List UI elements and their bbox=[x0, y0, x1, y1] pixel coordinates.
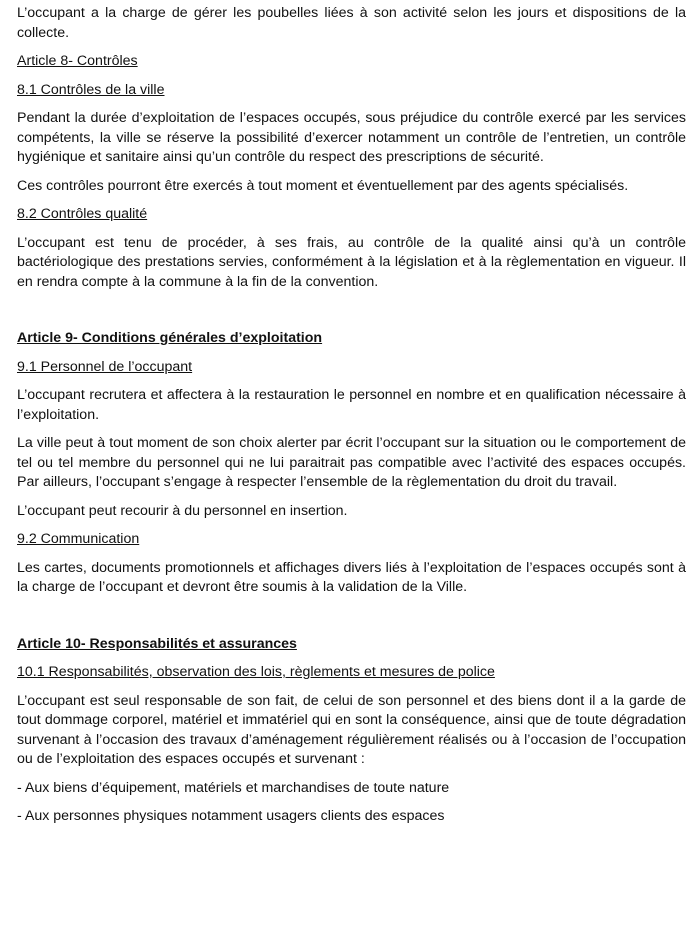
section-9-2-heading: 9.2 Communication bbox=[17, 531, 140, 547]
article-9-heading: Article 9- Conditions générales d’exploitation bbox=[17, 330, 323, 346]
paragraph-waste: L’occupant a la charge de gérer les poubelles liées à son activité selon les jours et dispositions de la collecte. bbox=[17, 5, 686, 41]
paragraph-staff-recruitment: L’occupant recrutera et affectera à la restauration le personnel en nombre et en qualification nécessaire à l’exploitation. bbox=[17, 387, 686, 423]
paragraph-communication: Les cartes, documents promotionnels et affichages divers liés à l’exploitation de l’espaces occupés sont à la charge de l’occupant et devront être soumis à la validation de la Ville. bbox=[17, 559, 686, 595]
article-10-heading: Article 10- Responsabilités et assurances bbox=[17, 635, 297, 652]
paragraph-controls-city: Pendant la durée d’exploitation de l’espaces occupés, sous préjudice du contrôle exercé par les services compétents, la ville se réserve la possibilité d’exercer notamment un contrôle de l’entretien, un contrôle hygiénique et sanitaire ainsi qu’un contrôle du respect des prescriptions de sécurité. bbox=[17, 110, 686, 165]
paragraph-responsibility: L’occupant est seul responsable de son fait, de celui de son personnel et des biens dont il a la garde de tout dommage corporel, matériel et immatériel qui en sont la conséquence, ainsi que de toute dégradation survenant à l’occasion des travaux d’aménagement régulièrement réalisés ou à l’occasion de l’occupation ou de l’exploitation des espaces occupés et survenant : bbox=[17, 692, 686, 767]
section-8-2-heading: 8.2 Contrôles qualité bbox=[17, 206, 148, 222]
paragraph-staff-alert: La ville peut à tout moment de son choix alerter par écrit l’occupant sur la situation ou le comportement de tel ou tel membre du personnel qui ne lui paraitrait pas compatible avec l’activité des espaces occupés. Par ailleurs, l’occupant s’engage à respecter l’ensemble de la règlementation du droit du travail. bbox=[17, 435, 686, 490]
section-8-1-heading: 8.1 Contrôles de la ville bbox=[17, 81, 165, 98]
article-8-heading: Article 8- Contrôles bbox=[17, 53, 138, 69]
paragraph-controls-agents: Ces contrôles pourront être exercés à tout moment et éventuellement par des agents spécialisés. bbox=[17, 177, 629, 194]
section-9-1-heading: 9.1 Personnel de l’occupant bbox=[17, 358, 193, 375]
paragraph-staff-insertion: L’occupant peut recourir à du personnel en insertion. bbox=[17, 502, 348, 519]
list-item: - Aux personnes physiques notamment usagers clients des espaces bbox=[17, 808, 445, 824]
list-item: - Aux biens d’équipement, matériels et marchandises de toute nature bbox=[17, 779, 450, 796]
section-10-1-heading: 10.1 Responsabilités, observation des lois, règlements et mesures de police bbox=[17, 664, 495, 680]
paragraph-quality-control: L’occupant est tenu de procéder, à ses frais, au contrôle de la qualité ainsi qu’à un contrôle bactériologique des prestations servies, conformément à la législation et à la règlementation en vigueur. Il en rendra compte à la commune à la fin de la convention. bbox=[17, 234, 686, 290]
